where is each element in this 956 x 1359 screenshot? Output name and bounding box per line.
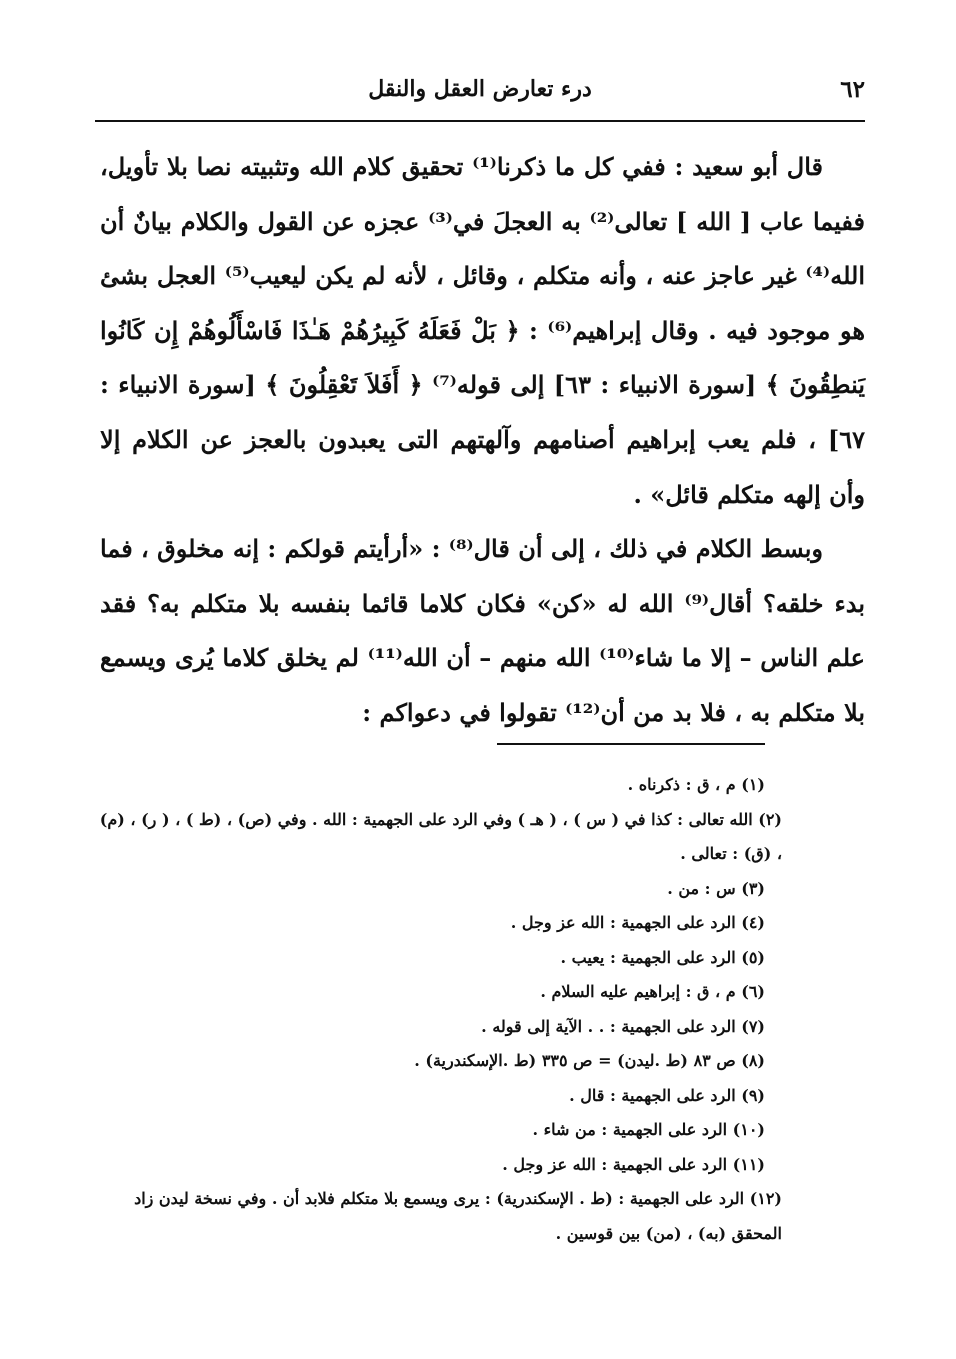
footnote-7: (٧) الرد على الجهمية : . . الآية إلى قوله . — [481, 1016, 765, 1036]
footnote-1: (١) م ، ق : ذكرناه . — [627, 775, 765, 794]
header-divider — [95, 120, 865, 122]
running-head — [95, 76, 865, 106]
paragraph: قال أبو سعيد : ففي كل ما ذكرنا⁽¹⁾ تحقيق كلام الله وتثبيته نصا بلا تأويل، ففيما عاب [ الله ] تعالى⁽²⁾ به العجلَ في⁽³⁾ عجزه عن القول والكلام بيانٌ أن الله⁽⁴⁾ غير عاجز عنه ، وأنه متكلم ، وقائل ، لأنه لم يكن ليعيب⁽⁵⁾ العجل بشئ هو موجود فيه . وقال إبراهيم⁽⁶⁾ : ﴿ بَلْ فَعَلَهُ كَبِيرُهُمْ هَـٰذَا فَاسْأَلُوهُمْ إِن كَانُوا يَنطِقُونَ ﴾ [سورة الانبياء : ٦٣] إلى قوله⁽⁷⁾ ﴿ أَفَلاَ تَعْقِلُونَ ﴾ [سورة الانبياء : ٦٧] ، فلم يعب إبراهيم أصنامهم وآلهتهم التى يعبدون بالعجز عن الكلام إلا وأن إلهه متكلم قائل» . — [100, 152, 866, 509]
book-title: درء تعارض العقل والنقل — [368, 76, 592, 102]
footnote-9: (٩) الرد على الجهمية : قال . — [569, 1085, 765, 1105]
page-number: ٦٢ — [840, 76, 865, 103]
footnote-8: (٨) ص ٨٣ (ط .ليدن) = ص ٣٣٥ (ط .الإسكندرية) . — [414, 1051, 765, 1070]
footnote-3: (٣) س : من . — [667, 878, 765, 898]
footnote-2: (٢) الله تعالى : كذا في ( س ) ، ( هـ ) وفي الرد على الجهمية : الله . وفي (ص) ، (ط ) ، ( ر) ، (م) ، (ق) : تعالى . — [99, 809, 782, 863]
main-text — [100, 140, 865, 741]
footnote-10: (١٠) الرد على الجهمية : من شاء . — [532, 1120, 765, 1139]
footnote-5: (٥) الرد على الجهمية : يعيب . — [560, 947, 765, 967]
footnote-12: (١٢) الرد على الجهمية : (ط . الإسكندرية) : يرى ويسمع بلا متكلم فلابد أن . وفي نسخة ليدن زاد المحقق (به) ، (من) بين قوسين . — [134, 1189, 782, 1243]
footnote-divider — [497, 743, 765, 745]
footnotes — [99, 768, 782, 1251]
footnote-6: (٦) م ، ق : إبراهيم عليه السلام . — [540, 982, 765, 1001]
footnote-11: (١١) الرد على الجهمية : الله عز وجل . — [502, 1154, 765, 1174]
footnote-4: (٤) الرد على الجهمية : الله عز وجل . — [510, 913, 765, 932]
paragraph: وبسط الكلام في ذلك ، إلى أن قال⁽⁸⁾ : «أرأيتم قولكم : إنه مخلوق ، فما بدء خلقه؟ أقال⁽⁹⁾ الله له «كن» فكان كلاما قائما بنفسه بلا متكلم به؟ فقد علم الناس – إلا ما شاء⁽¹⁰⁾ الله منهم – أن الله⁽¹¹⁾ لم يخلق كلاما يُرى ويسمع بلا متكلم به ، فلا بد من أن⁽¹²⁾ تقولوا في دعواكم : — [100, 534, 866, 727]
